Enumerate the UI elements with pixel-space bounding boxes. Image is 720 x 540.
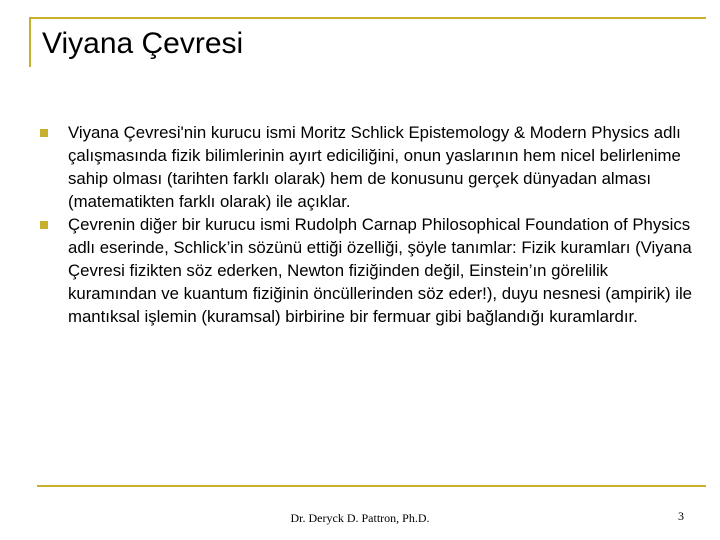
- bullet-text: Çevrenin diğer bir kurucu ismi Rudolph Carnap Philosophical Foundation of Physics adlı eserinde, Schlick’in sözünü ettiği özelliği, şöyle tanımlar: Fizik kuramları (Viyana Çevresi fizikten söz ederken, Newton fiziğinden değil, Einstein’ın görelilik kuramından ve kuantum fiziğinin öncüllerinden söz eder!), duyu nesnesi (ampirik) ile mantıksal işlemin (kuramsal) birbirine bir fermuar gibi bağlandığı kuramlardır.: [68, 215, 693, 326]
- footer-divider: [37, 485, 706, 487]
- bullet-item: [38, 121, 693, 213]
- square-bullet-icon: [40, 129, 48, 137]
- slide-title: Viyana Çevresi: [42, 27, 244, 60]
- bullet-item: [38, 213, 693, 328]
- square-bullet-icon: [40, 221, 48, 229]
- bullet-text: Viyana Çevresi'nin kurucu ismi Moritz Schlick Epistemology & Modern Physics adlı çalışmasında fizik bilimlerinin ayırt ediciliğini, onun yaslarının hem nicel belirlenime sahip olması (tarihten farklı olarak) hem de konusunu gerçek dünyadan alması (matematikten farklı olarak) ile açıklar.: [68, 123, 681, 211]
- footer-author: Dr. Deryck D. Pattron, Ph.D.: [290, 511, 430, 525]
- page-number: 3: [678, 509, 684, 523]
- title-bracket-top-line: [29, 17, 706, 19]
- bullet-list: [38, 121, 693, 328]
- title-bracket-left-line: [29, 17, 31, 67]
